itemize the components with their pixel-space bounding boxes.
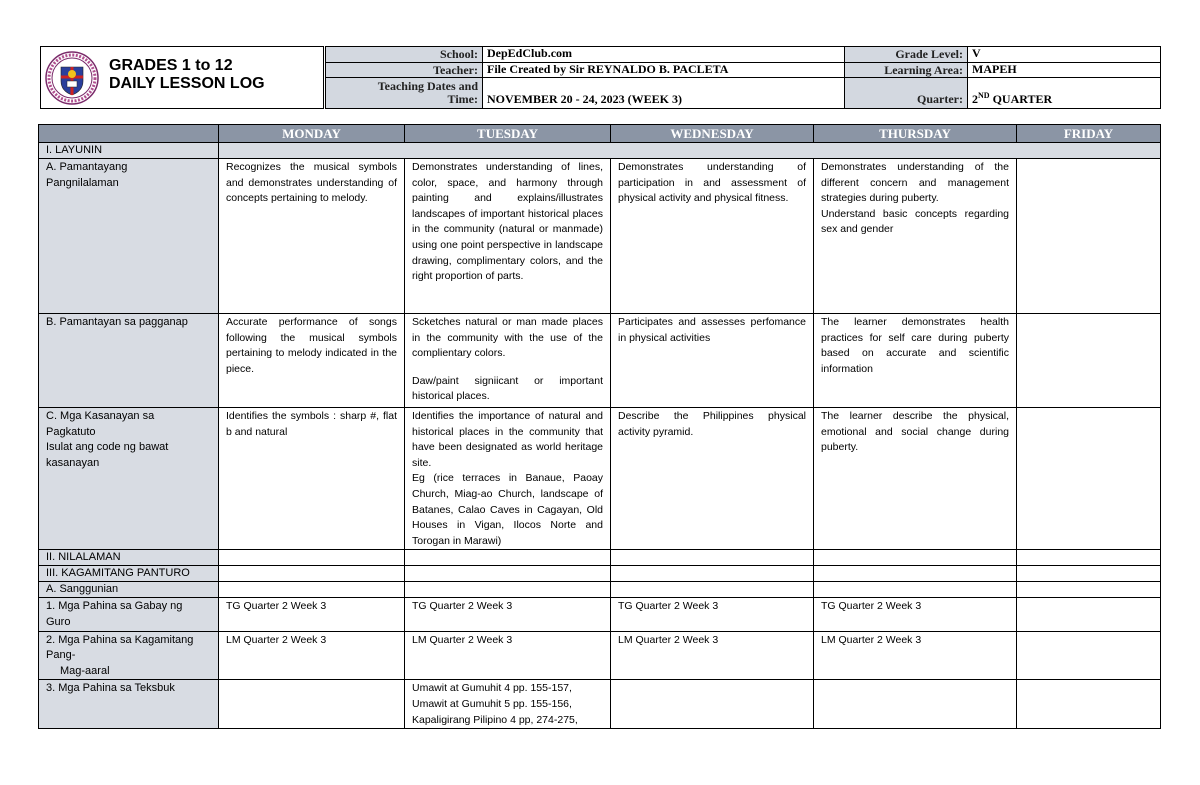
cell-sanggunian-tuesday [405,582,611,598]
cell-a-thursday-p1: Demonstrates understanding of the different concern and management strategies during puberty. [821,161,1009,205]
day-header-monday: MONDAY [219,125,405,143]
cell-lm-monday: LM Quarter 2 Week 3 [219,631,405,680]
dates-label [326,78,483,109]
dates-value: NOVEMBER 20 - 24, 2023 (WEEK 3) [483,78,845,109]
cell-a-thursday-p2: Understand basic concepts regarding sex and gender [821,207,1009,236]
row-label-lm-line-3: Mag-aaral [60,664,110,677]
cell-tg-thursday: TG Quarter 2 Week 3 [814,598,1017,631]
dates-label-line-1: Teaching Dates and [377,79,478,93]
row-label-kagamitang-panturo: III. KAGAMITANG PANTURO [39,566,219,582]
row-label-gabay-ng-guro [39,598,219,631]
cell-b-monday: Accurate performance of songs following the musical symbols pertaining to melody indicated in the piece. [219,314,405,408]
corner-header [39,125,219,143]
header-title-box [40,46,324,109]
cell-kagamitang-thursday [814,566,1017,582]
day-header-thursday: THURSDAY [814,125,1017,143]
grade-value: V [968,47,1161,63]
row-label-a-line-1: A. Pamantayang [46,161,128,173]
cell-sanggunian-thursday [814,582,1017,598]
cell-tg-monday: TG Quarter 2 Week 3 [219,598,405,631]
cell-lm-wednesday: LM Quarter 2 Week 3 [611,631,814,680]
cell-tg-friday [1017,598,1161,631]
quarter-label: Quarter: [845,78,968,109]
school-value: DepEdClub.com [483,47,845,63]
row-label-pamantayang-pangnilalaman [39,159,219,314]
cell-kagamitang-friday [1017,566,1161,582]
cell-b-thursday: The learner demonstrates health practices for self care during puberty based on accurate and scientific information [814,314,1017,408]
cell-kagamitang-monday [219,566,405,582]
cell-nilalaman-monday [219,550,405,566]
dates-label-line-2: Time: [447,92,478,106]
cell-b-tuesday-p2: Daw/paint signiicant or important historical places. [412,374,603,403]
cell-kagamitang-tuesday [405,566,611,582]
lesson-log-table [38,124,1161,729]
teacher-value: File Created by Sir REYNALDO B. PACLETA [483,63,845,78]
row-label-nilalaman: II. NILALAMAN [39,550,219,566]
cell-c-tuesday-p1: Identifies the importance of natural and historical places in the community that have been designated as world heritage site. [412,410,603,469]
cell-lm-tuesday: LM Quarter 2 Week 3 [405,631,611,680]
row-label-kagamitang-pang-mag-aaral [39,631,219,680]
deped-seal-icon [45,51,99,105]
cell-b-tuesday [405,314,611,408]
teacher-label: Teacher: [326,63,483,78]
school-label: School: [326,47,483,63]
cell-teksbuk-tuesday-l1: Umawit at Gumuhit 4 pp. 155-157, [412,682,572,695]
grade-label: Grade Level: [845,47,968,63]
row-label-c-line-2: Pagkatuto [46,425,96,438]
cell-b-friday [1017,314,1161,408]
row-label-gabay-line-1: 1. Mga Pahina sa Gabay ng [46,600,183,613]
cell-teksbuk-friday [1017,680,1161,729]
cell-c-friday [1017,408,1161,550]
cell-b-wednesday: Participates and assesses perfomance in physical activities [611,314,814,408]
quarter-value [968,78,1161,109]
day-header-friday: FRIDAY [1017,125,1161,143]
cell-teksbuk-tuesday [405,680,611,729]
cell-sanggunian-friday [1017,582,1161,598]
cell-a-thursday [814,159,1017,314]
row-label-a-line-2: Pangnilalaman [46,176,119,189]
cell-nilalaman-friday [1017,550,1161,566]
cell-b-tuesday-p1: Scketches natural or man made places in the community with the use of the complientary colors. [412,316,603,360]
area-label: Learning Area: [845,63,968,78]
title-line-2: DAILY LESSON LOG [109,75,265,92]
quarter-num: 2 [972,92,978,106]
cell-sanggunian-wednesday [611,582,814,598]
header-info-table [325,46,1161,109]
cell-lm-thursday: LM Quarter 2 Week 3 [814,631,1017,680]
cell-nilalaman-tuesday [405,550,611,566]
cell-c-thursday: The learner describe the physical, emotional and social change during puberty. [814,408,1017,550]
cell-nilalaman-thursday [814,550,1017,566]
row-label-sanggunian: A. Sanggunian [39,582,219,598]
row-label-mga-kasanayan [39,408,219,550]
row-label-layunin: I. LAYUNIN [39,143,219,159]
cell-lm-friday [1017,631,1161,680]
cell-tg-wednesday: TG Quarter 2 Week 3 [611,598,814,631]
row-label-pamantayan-sa-pagganap: B. Pamantayan sa pagganap [39,314,219,408]
cell-teksbuk-thursday [814,680,1017,729]
cell-teksbuk-monday [219,680,405,729]
cell-teksbuk-tuesday-l2: Umawit at Gumuhit 5 pp. 155-156, [412,697,572,710]
cell-teksbuk-tuesday-l3: Kapaligirang Pilipino 4 pp, 274-275, [412,713,578,726]
cell-c-monday: Identifies the symbols : sharp #, flat b and natural [219,408,405,550]
cell-nilalaman-wednesday [611,550,814,566]
row-label-teksbuk: 3. Mga Pahina sa Teksbuk [39,680,219,729]
area-value: MAPEH [968,63,1161,78]
row-label-c-line-1: C. Mga Kasanayan sa [46,410,155,422]
quarter-rest: QUARTER [989,92,1053,106]
cell-teksbuk-wednesday [611,680,814,729]
day-header-wednesday: WEDNESDAY [611,125,814,143]
cell-c-wednesday: Describe the Philippines physical activity pyramid. [611,408,814,550]
title-line-1: GRADES 1 to 12 [109,57,233,74]
row-label-lm-line-2: Pang- [46,649,76,662]
cell-tg-tuesday: TG Quarter 2 Week 3 [405,598,611,631]
cell-sanggunian-monday [219,582,405,598]
row-label-gabay-line-2: Guro [46,615,71,628]
cell-kagamitang-wednesday [611,566,814,582]
cell-a-monday: Recognizes the musical symbols and demonstrates understanding of concepts pertaining to melody. [219,159,405,314]
row-label-lm-line-1: 2. Mga Pahina sa Kagamitang [46,633,194,646]
cell-c-tuesday-p2: Eg (rice terraces in Banaue, Paoay Church, Miag-ao Church, landscape of Batanes, Calao Caves in Cagayan, Old Houses in Vigan, Ilocos Norte and Torogan in Marawi) [412,472,603,547]
cell-a-wednesday: Demonstrates understanding of participation in and assessment of physical activity and physical fitness. [611,159,814,314]
quarter-sup: ND [978,91,990,100]
cell-a-tuesday: Demonstrates understanding of lines, color, space, and harmony through painting and explains/illustrates landscapes of important historical places in the community (natural or manmade) using one point perspective in landscape drawing, complimentary colors, and the right proportion of parts. [405,159,611,314]
day-header-tuesday: TUESDAY [405,125,611,143]
row-label-c-line-3: Isulat ang code ng bawat [46,441,169,454]
cell-a-friday [1017,159,1161,314]
layunin-band [219,143,1161,159]
cell-c-tuesday [405,408,611,550]
row-label-c-line-4: kasanayan [46,456,100,469]
